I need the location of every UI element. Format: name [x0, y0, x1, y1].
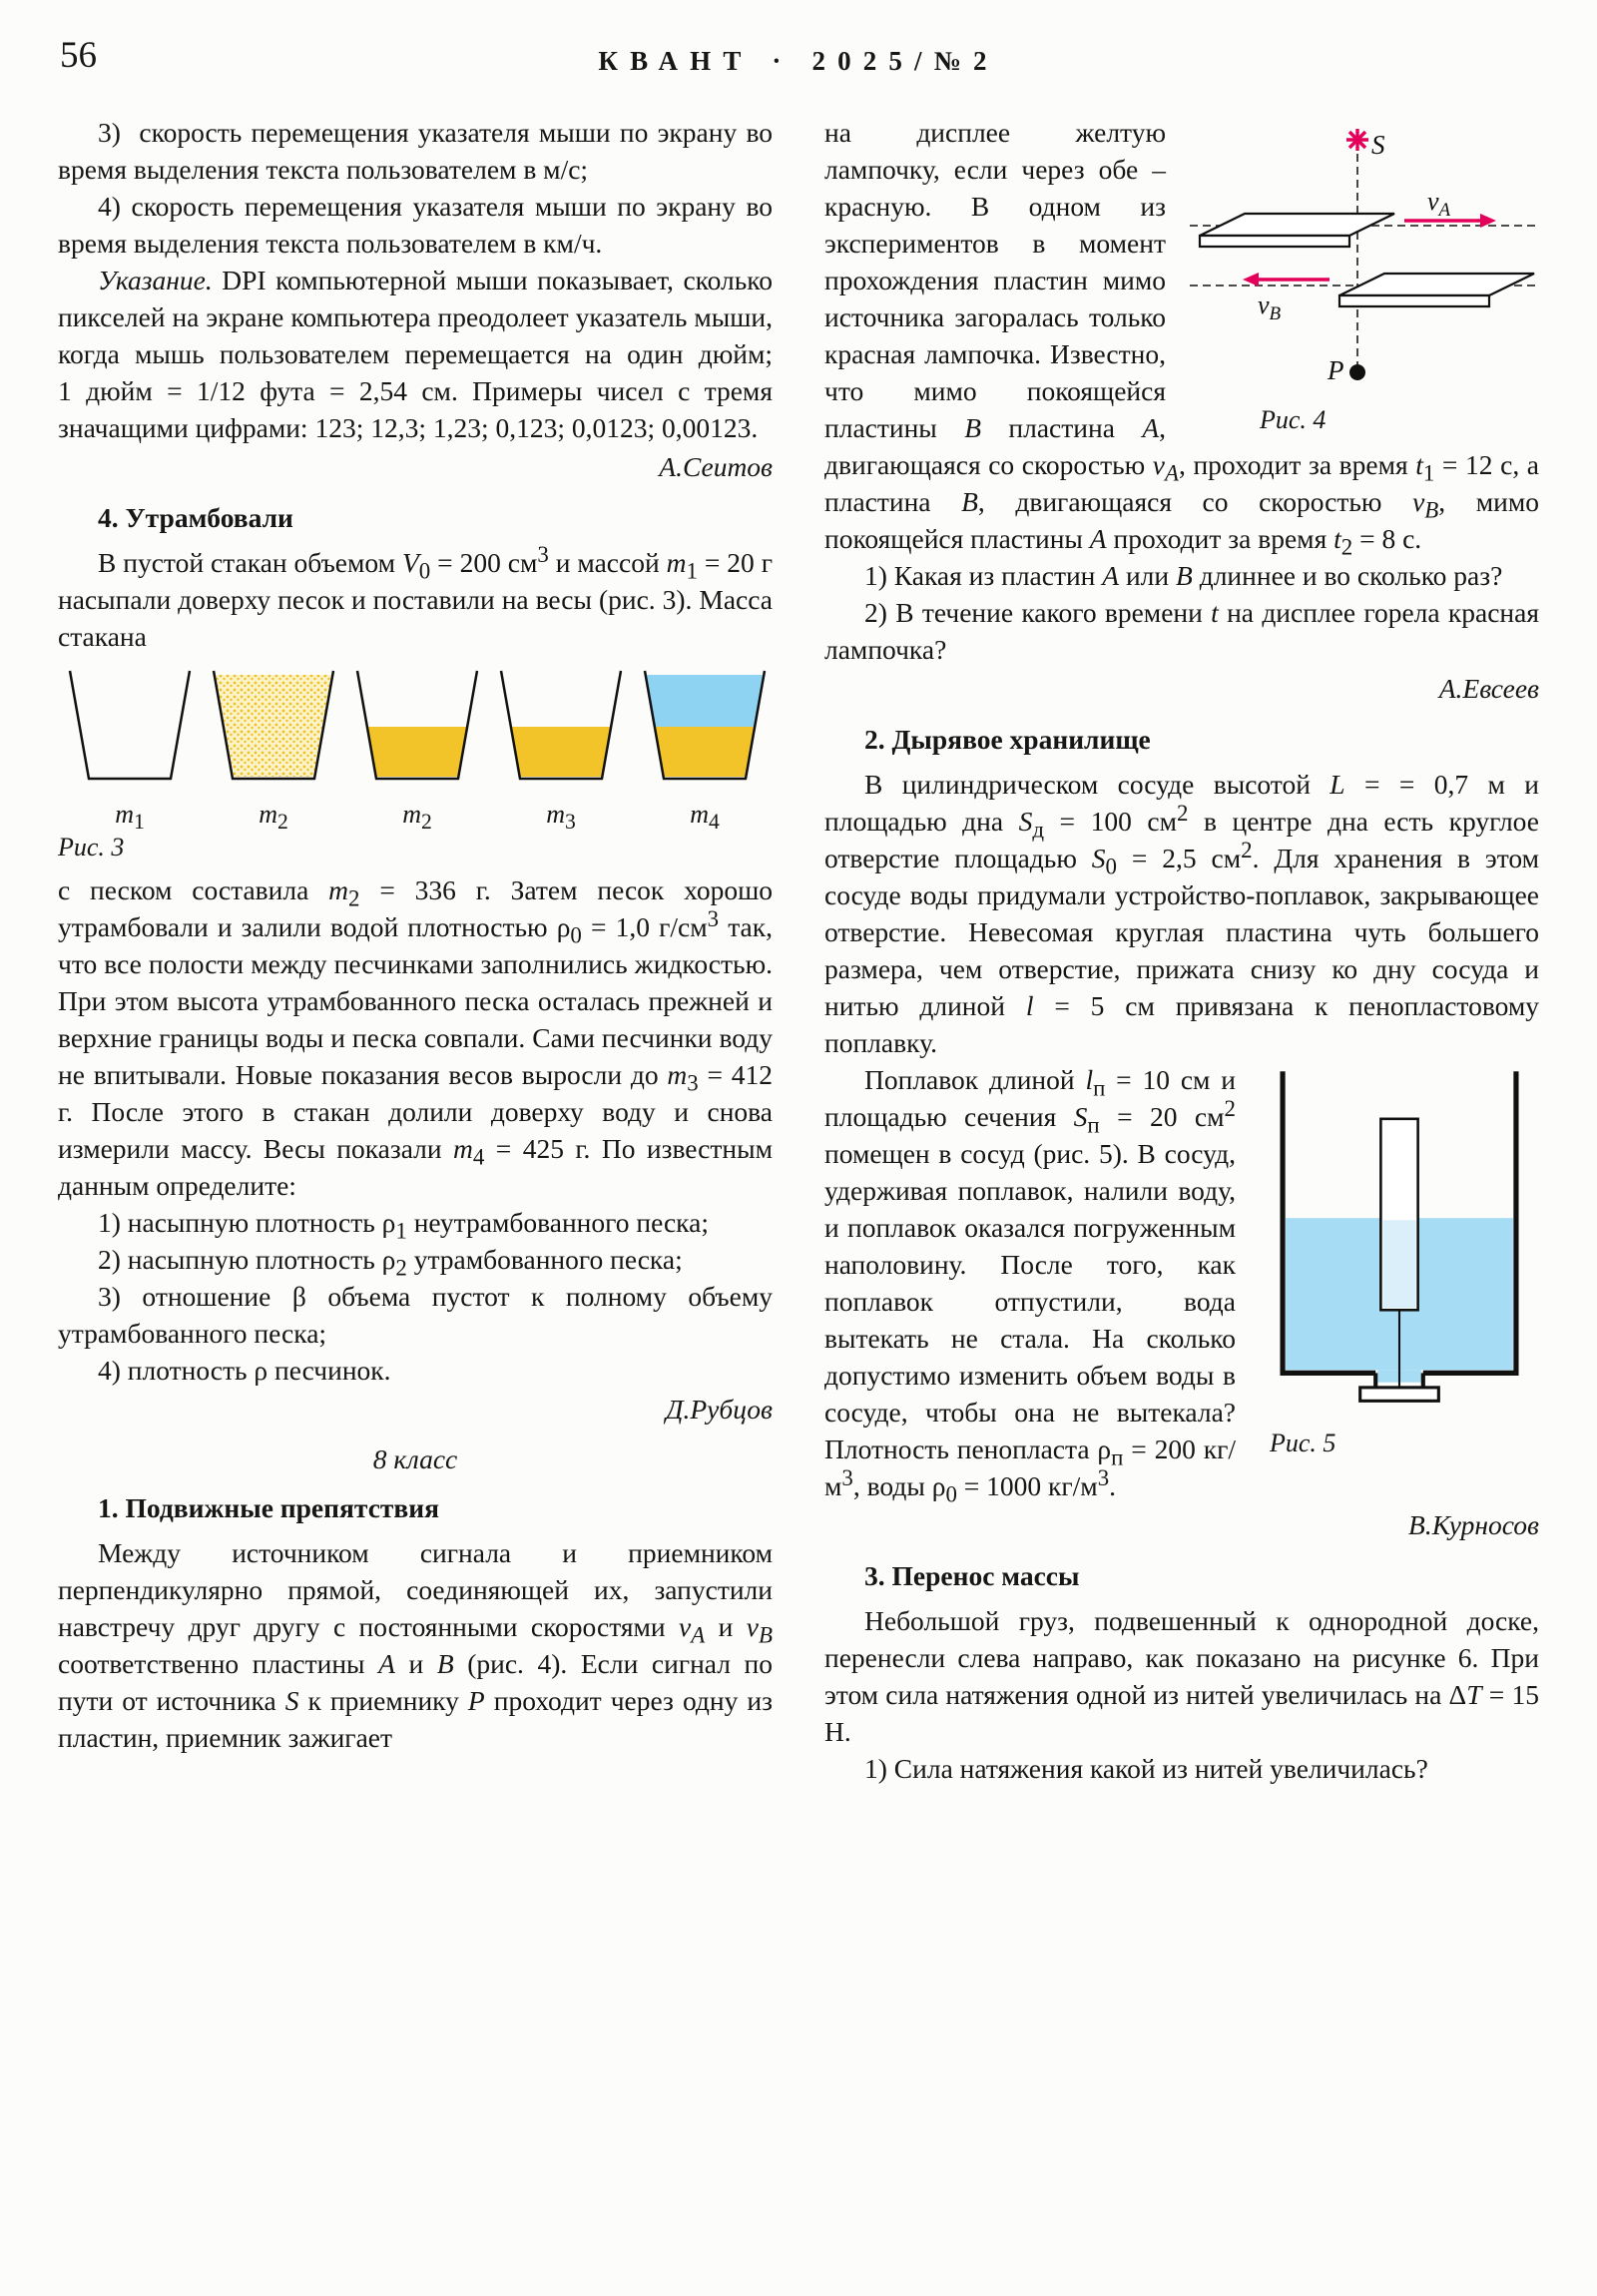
- list-item-3: 3) скорость перемещения указателя мыши по экрану во время выделения текста пользователем в м/с;: [58, 117, 773, 185]
- page-number: 56: [60, 35, 97, 76]
- plug-plate: [1360, 1388, 1439, 1401]
- problem-1-heading: 1. Подвижные препятствия: [98, 1492, 439, 1523]
- problem-2-body-1: В цилиндрическом сосуде высотой L = = 0,7 м и площадью дна $S_д = 100$ $см^2$ в центре дна есть круглое отверстие площадью $S_0 = 2,5$ $см^2$. Для хранения в этом сосуде воды придумали устройство-поплавок, закрывающее отверстие. Невесомая круглая пластина чуть большего размера, чем отверстие, прижата снизу ко дну сосуда и нитью длиной l = 5 см привязана к пенопластовому поплавку.: [824, 769, 1540, 1058]
- problem-1-question-2: 2) В течение какого времени t на дисплее горела красная лампочка?: [824, 597, 1540, 665]
- author-signature: А.Евсеев: [1438, 673, 1539, 704]
- empty-glass-outline: [70, 671, 190, 779]
- problem-1-continuation: на дисплее желтую лампочку, если через обе – красную. В одном из экспериментов в момент прохождения пластин мимо источника загоралась только красная лампочка. Известно, что мимо покоящейся пластины B пластина A, двигающаяся со скоростью $v_A$, проходит за время $t_1 = 12$ с, а пластина B, двигающаяся со скоростью $v_B$, мимо покоящейся пластины A проходит за время $t_2 = 8$ с.: [824, 117, 1540, 560]
- beakers-diagram: [58, 667, 777, 795]
- problem-1-body: Между источником сигнала и приемником перпендикулярно прямой, соединяющей их, запустили навстречу друг другу с постоянными скоростями $v_A$ и $v_B$ соответственно пластины A и B (рис. 4). Если сигнал по пути от источника S к приемнику P проходит через одну из пластин, приемник зажигает: [58, 1537, 773, 1753]
- beaker-label-m2b: $m_2$: [402, 800, 432, 835]
- problem-2-heading: 2. Дырявое хранилище: [864, 724, 1151, 755]
- grade-heading: 8 класс: [372, 1443, 458, 1474]
- source-label: S: [1371, 130, 1385, 160]
- beaker-label-m2: $m_2$: [259, 800, 288, 835]
- water-layer-fill: [647, 675, 763, 727]
- problem-4-heading: 4. Утрамбовали: [98, 502, 293, 533]
- problem-3-question-1: 1) Сила натяжения какой из нитей увеличилась?: [864, 1753, 1428, 1784]
- left-column: [58, 114, 773, 1787]
- figure-4-caption: Рис. 4: [1260, 405, 1327, 434]
- list-item-4: 4) скорость перемещения указателя мыши по экрану во время выделения текста пользователем в км/ч.: [58, 191, 773, 259]
- beaker-label-m1: $m_1$: [115, 800, 145, 835]
- receiver-point: [1349, 364, 1365, 380]
- signal-source-star-icon: [1346, 129, 1368, 151]
- float-vessel-diagram: [1260, 1065, 1539, 1421]
- receiver-label: P: [1328, 355, 1344, 385]
- two-column-layout: [58, 114, 1539, 1787]
- figure-5: [1260, 1065, 1539, 1459]
- author-signature: В.Курносов: [1408, 1509, 1539, 1540]
- beaker-labels: [58, 800, 777, 835]
- bottom-sand-fill: [655, 727, 755, 777]
- author-signature: А.Сеитов: [659, 451, 773, 482]
- velocity-b-arrow: [1243, 273, 1330, 287]
- figure-3: [58, 667, 773, 863]
- problem-4-question-3: 3) отношение β объема пустот к полному объему утрамбованного песка;: [58, 1281, 773, 1349]
- velocity-a-label: $v_A$: [1427, 187, 1451, 221]
- figure-5-caption: Рис. 5: [1270, 1429, 1336, 1457]
- figure-4: [1190, 118, 1539, 436]
- beaker-label-m4: $m_4$: [690, 800, 720, 835]
- right-column: [824, 114, 1539, 1787]
- compacted-sand-fill: [367, 727, 467, 777]
- page-header: [58, 34, 1539, 92]
- problem-4-body: с песком составила $m_2 = 336$ г. Затем песок хорошо утрамбовали и залили водой плотностью $\rho_0 = 1,0$ $г/см^3$ так, что все полости между песчинками заполнились жидкостью. При этом высота утрамбованного песка осталась прежней и верхние границы воды и песка совпали. Сами песчинки воду не впитывали. Новые показания весов выросли до $m_3 = 412$ г. После этого в стакан долили доверху воду и снова измерили массу. Весы показали $m_4 = 425$ г. По известным данным определите:: [58, 874, 774, 1201]
- plate-a: [1200, 214, 1394, 247]
- loose-sand-fill: [216, 675, 331, 777]
- problem-2-body-2: Поплавок длиной $l_п = 10$ см и площадью сечения $S_п = 20$ $см^2$ помещен в сосуд (рис. 5). В сосуд, удерживая поплавок, налили воду, и поплавок оказался погруженным наполовину. После того, как поплавок отпустили, вода вытекать не стала. На сколько допустимо изменить объем воды в сосуде, чтобы она не вытекала? Плотность пенопласта $\rho_п = 200$ $кг/м^3$, воды $\rho_0 = 1000$ $кг/м^3$.: [824, 1064, 1236, 1507]
- figure-3-caption: Рис. 3: [58, 833, 125, 861]
- problem-1-question-1: 1) Какая из пластин A или B длиннее и во сколько раз?: [864, 560, 1503, 591]
- moving-plates-diagram: [1190, 118, 1539, 397]
- author-signature: Д.Рубцов: [666, 1394, 773, 1425]
- hint-paragraph: Указание. DPI компьютерной мыши показывает, сколько пикселей на экране компьютера преодолеет указатель мыши, когда мышь пользователем перемещается на один дюйм; 1 дюйм = 1/12 фута = 2,54 см. Примеры чисел с тремя значащими цифрами: 123; 12,3; 1,23; 0,123; 0,0123; 0,00123.: [58, 265, 773, 443]
- sand-water-fill: [511, 727, 611, 777]
- problem-4-question-2: 2) насыпную плотность $\rho_2$ утрамбованного песка;: [98, 1244, 683, 1281]
- problem-4-question-1: 1) насыпную плотность $\rho_1$ неутрамбованного песка;: [98, 1207, 709, 1244]
- velocity-b-label: $v_B$: [1258, 290, 1282, 324]
- float-submerged-part: [1382, 1220, 1415, 1308]
- plate-b: [1339, 274, 1534, 306]
- problem-3-heading: 3. Перенос массы: [864, 1560, 1080, 1591]
- beaker-label-m3: $m_3$: [546, 800, 576, 835]
- problem-4-question-4: 4) плотность ρ песчинок.: [98, 1355, 391, 1386]
- journal-title: КВАНТ · 2025/№2: [598, 46, 999, 76]
- problem-3-body: Небольшой груз, подвешенный к однородной доске, перенесли слева направо, как показано на рисунке 6. При этом сила натяжения одной из нитей увеличилась на ΔT = 15 Н.: [824, 1605, 1539, 1747]
- problem-4-intro: В пустой стакан объемом $V_0 = 200$ $см^3$ и массой $m_1 = 20$ г насыпали доверху песок и поставили на весы (рис. 3). Масса стакана: [58, 541, 773, 652]
